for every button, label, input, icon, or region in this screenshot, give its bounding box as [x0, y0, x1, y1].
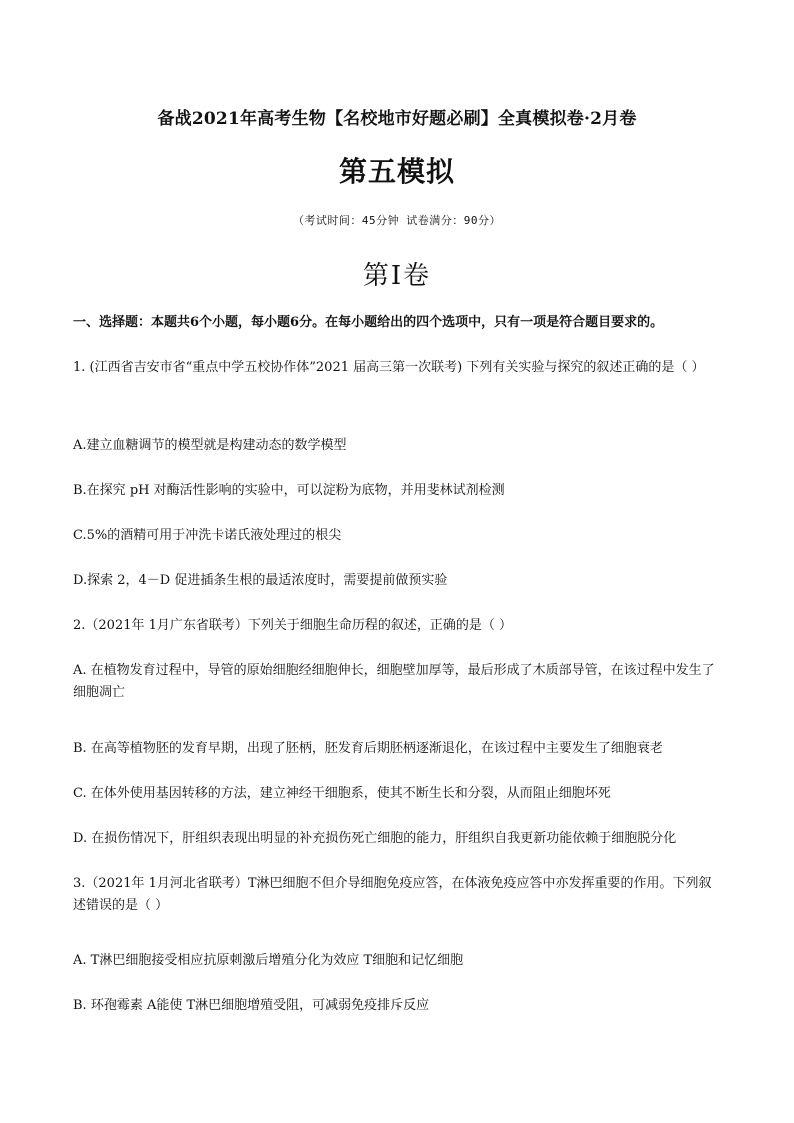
volume-title: 第Ⅰ卷	[362, 261, 432, 291]
question-2-option-d: D. 在损伤情况下，肝组织表现出明显的补充损伤死亡细胞的能力，肝组织自我更新功能依赖于细胞脱分化	[73, 831, 677, 846]
mock-title: 第五模拟	[338, 155, 455, 188]
question-1-option-d: D.探索 2，4－D 促进插条生根的最适浓度时，需要提前做预实验	[73, 573, 448, 588]
question-2-option-b: B. 在高等植物胚的发育早期，出现了胚柄，胚发育后期胚柄逐渐退化，在该过程中主要发生了细胞衰老	[73, 741, 663, 756]
series-title: 备战2021年高考生物【名校地市好题必刷】全真模拟卷·2月卷	[157, 109, 637, 129]
section-instruction: 一、选择题：本题共6个小题，每小题6分。在每小题给出的四个选项中，只有一项是符合题目要求的。	[73, 315, 664, 330]
question-2-option-a: A. 在植物发育过程中，导管的原始细胞经细胞伸长，细胞壁加厚等，最后形成了木质部导管，在该过程中发生了细胞凋亡	[73, 663, 715, 700]
question-3-option-a: A. T淋巴细胞接受相应抗原刺激后增殖分化为效应 T细胞和记忆细胞	[73, 953, 464, 968]
exam-info: （考试时间：45分钟 试卷满分：90分）	[292, 214, 502, 227]
question-1-stem: 1. (江西省吉安市省“重点中学五校协作体”2021 届高三第一次联考) 下列有关实验与探究的叙述正确的是（ ）	[73, 360, 705, 375]
question-2-stem: 2.（2021年 1月广东省联考）下列关于细胞生命历程的叙述，正确的是（ ）	[73, 618, 513, 633]
question-1-option-b: B.在探究 pH 对酶活性影响的实验中，可以淀粉为底物，并用斐林试剂检测	[73, 483, 505, 498]
question-2-option-c: C. 在体外使用基因转移的方法，建立神经干细胞系，使其不断生长和分裂，从而阻止细胞坏死	[73, 786, 611, 801]
question-1-option-a: A.建立血糖调节的模型就是构建动态的数学模型	[73, 438, 347, 453]
question-1-option-c: C.5%的酒精可用于冲洗卡诺氏液处理过的根尖	[73, 528, 342, 543]
question-3-option-b: B. 环孢霉素 A能使 T淋巴细胞增殖受阻，可减弱免疫排斥反应	[73, 998, 430, 1013]
question-3-stem: 3.（2021年 1月河北省联考）T淋巴细胞不但介导细胞免疫应答，在体液免疫应答中亦发挥重要的作用。下列叙述错误的是（ ）	[73, 876, 712, 913]
